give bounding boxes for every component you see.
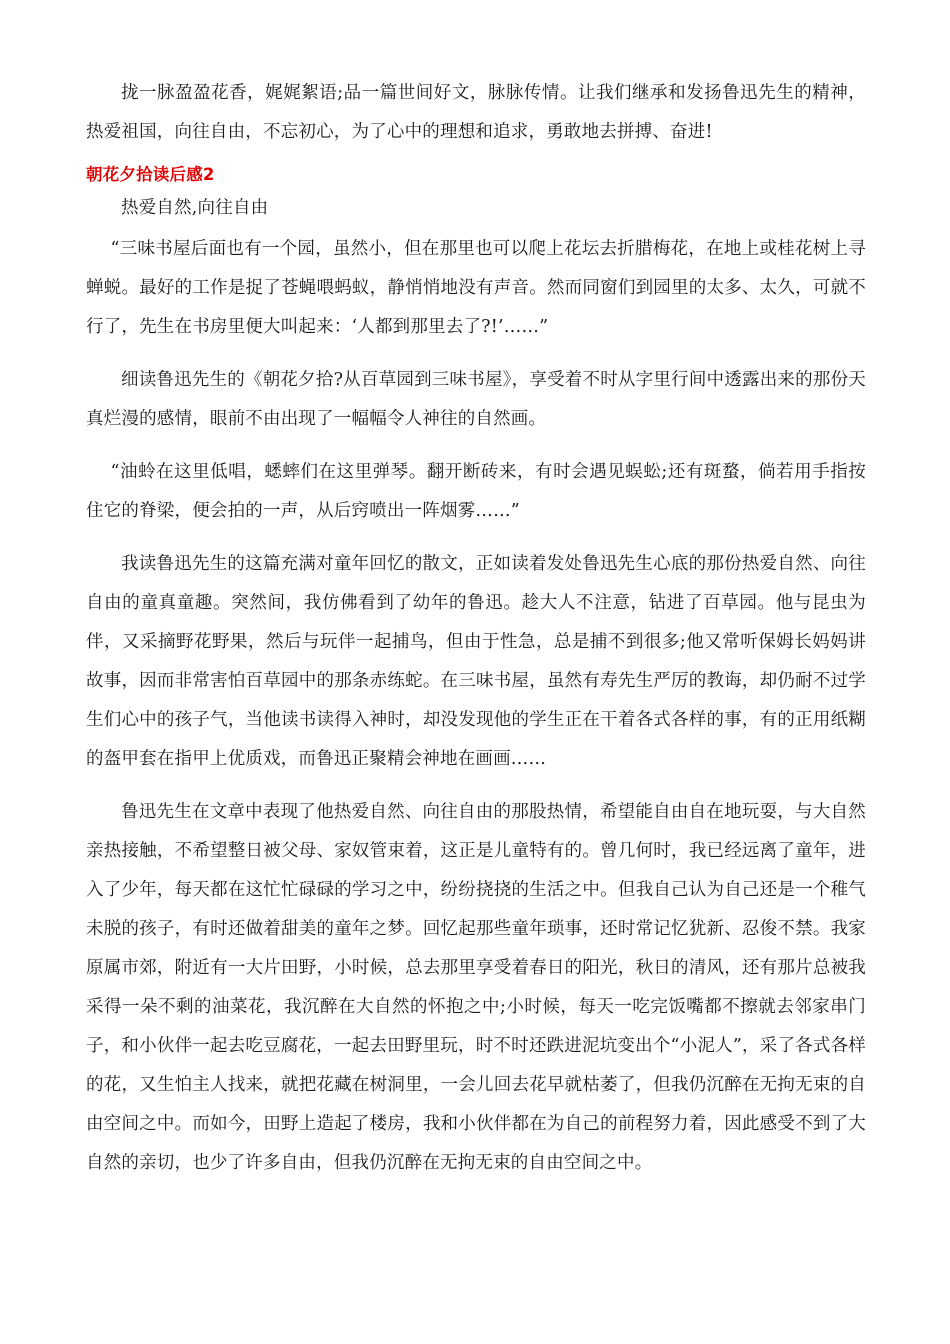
section-heading: 朝花夕拾读后感2: [86, 165, 215, 184]
quote-paragraph-1: “三味书屋后面也有一个园，虽然小，但在那里也可以爬上花坛去折腊梅花，在地上或桂花树上寻蝉蜕。最好的工作是捉了苍蝇喂蚂蚁，静悄悄地没有声音。然而同窗们到园里的太多、太久，可就不行了，先生在书房里便大叫起来：‘人都到那里去了?!’……”: [86, 239, 866, 337]
body-paragraph-2: 我读鲁迅先生的这篇充满对童年回忆的散文，正如读着发处鲁迅先生心底的那份热爱自然、向往自由的童真童趣。突然间，我仿佛看到了幼年的鲁迅。趁大人不注意，钻进了百草园。他与昆虫为伴，又采摘野花野果，然后与玩伴一起捕鸟，但由于性急，总是捕不到很多;他又常听保姆长妈妈讲故事，因而非常害怕百草园中的那条赤练蛇。在三味书屋，虽然有寿先生严厉的教诲，却仍耐不过学生们心中的孩子气，当他读书读得入神时，却没发现他的学生正在干着各式各样的事，有的正用纸糊的盔甲套在指甲上优质戏，而鲁迅正聚精会神地在画画……: [86, 554, 866, 769]
document-body: [86, 74, 866, 1183]
quote-paragraph-2: “油蛉在这里低唱，蟋蟀们在这里弹琴。翻开断砖来，有时会遇见蜈蚣;还有斑蝥，倘若用手指按住它的脊梁，便会拍的一声，从后窍喷出一阵烟雾……”: [86, 462, 866, 521]
body-paragraph-1: 细读鲁迅先生的《朝花夕拾?从百草园到三味书屋》，享受着不时从字里行间中透露出来的那份天真烂漫的感情，眼前不由出现了一幅幅令人神往的自然画。: [86, 370, 866, 429]
intro-paragraph: 拢一脉盈盈花香，娓娓絮语;品一篇世间好文，脉脉传情。让我们继承和发扬鲁迅先生的精神，热爱祖国，向往自由，不忘初心，为了心中的理想和追求，勇敢地去拼搏、奋进!: [86, 83, 866, 142]
body-paragraph-3: 鲁迅先生在文章中表现了他热爱自然、向往自由的那股热情，希望能自由自在地玩耍，与大自然亲热接触，不希望整日被父母、家奴管束着，这正是儿童特有的。曾几何时，我已经远离了童年，进入了少年，每天都在这忙忙碌碌的学习之中，纷纷挠挠的生活之中。但我自己认为自己还是一个稚气未脱的孩子，有时还做着甜美的童年之梦。回忆起那些童年琐事，还时常记忆犹新、忍俊不禁。我家原属市郊，附近有一大片田野，小时候，总去那里享受着春日的阳光，秋日的清风，还有那片总被我采得一朵不剩的油菜花，我沉醉在大自然的怀抱之中;小时候，每天一吃完饭嘴都不擦就去邻家串门子，和小伙伴一起去吃豆腐花，一起去田野里玩，时不时还跌进泥坑变出个“小泥人”，采了各式各样的花，又生怕主人找来，就把花藏在树洞里，一会儿回去花早就枯萎了，但我仍沉醉在无拘无束的自由空间之中。而如今，田野上造起了楼房，我和小伙伴都在为自己的前程努力着，因此感受不到了大自然的亲切，也少了许多自由，但我仍沉醉在无拘无束的自由空间之中。: [86, 802, 866, 1173]
section-subtitle: 热爱自然,向往自由: [121, 198, 269, 218]
